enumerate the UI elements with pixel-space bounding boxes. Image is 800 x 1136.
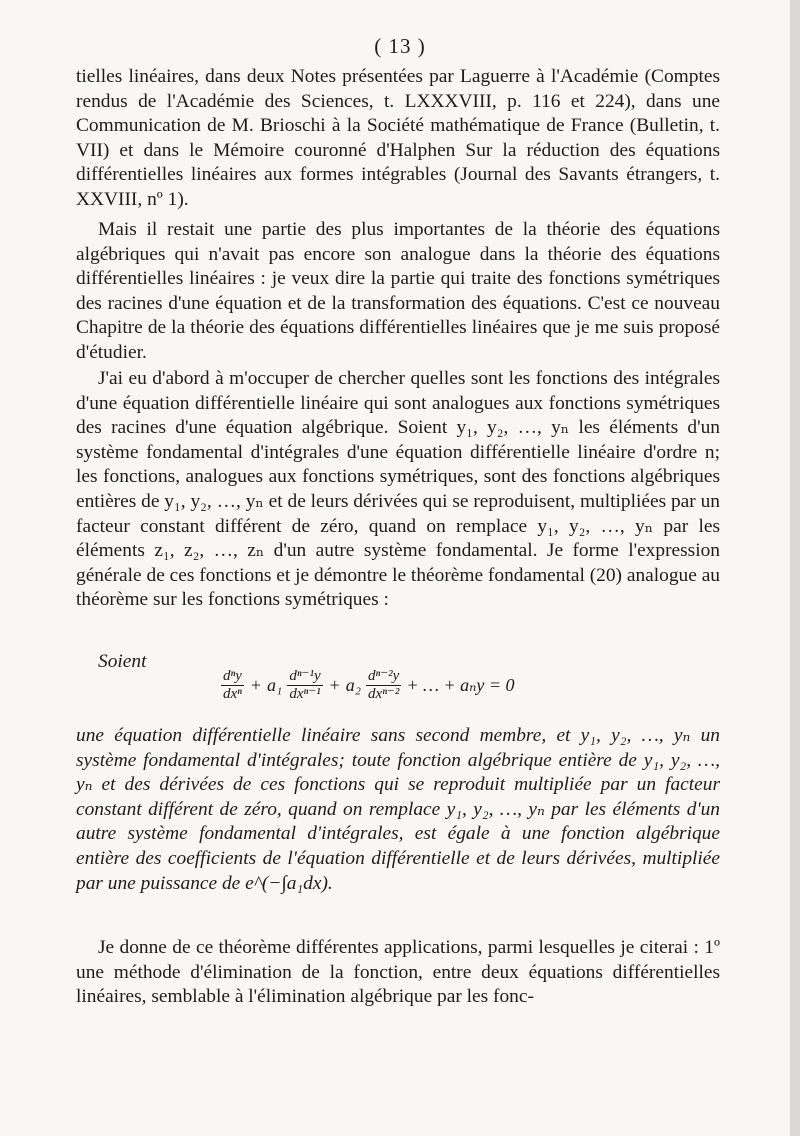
fraction-denominator: dxⁿ⁻¹ [289, 686, 321, 702]
fraction-numerator: dⁿ⁻¹y [289, 668, 321, 684]
paragraph-text: tielles linéaires, dans deux Notes présentées par Laguerre à l'Académie (Comptes rendus de l'Académie des Sciences, t. LXXXVIII, p. 116 et 224), dans une Communication de M. Brioschi à la Société mathématique de France (Bulletin, t. VII) et dans le Mémoire couronné d'Halphen Sur la réduction des équations différentielles linéaires aux formes intégrables (Journal des Savants étrangers, t. XXVIII, nº 1). [76, 66, 720, 210]
page-edge-shadow [790, 0, 800, 1136]
theorem-text: une équation différentielle linéaire sans second membre, et y₁, y₂, …, yₙ un système fondamental d'intégrales; toute fonction algébrique entière de y₁, y₂, …, yₙ et des dérivées de ces fonctions qui se reproduit multipliée par un facteur constant différent de zéro, quand on remplace y₁, y₂, …, yₙ par les éléments d'un autre système fondamental d'intégrales, est égale à une fonction algébrique entière des coefficients de l'équation différentielle et de leurs dérivées, multipliée par une puissance de e^(−∫a₁dx). [76, 725, 720, 894]
theorem-statement [76, 724, 720, 896]
fraction-denominator: dxⁿ [223, 686, 242, 702]
paragraph-jai [76, 367, 720, 613]
paragraph-je [76, 936, 720, 1010]
equation-tail: + … + aₙy = 0 [406, 675, 515, 695]
coefficient-a2: a₂ [345, 675, 362, 695]
plus-operator: + [329, 675, 340, 695]
fraction-numerator: dⁿy [223, 668, 242, 684]
fraction-term-3 [366, 668, 401, 703]
fraction-term-2 [287, 668, 322, 703]
fraction-denominator: dxⁿ⁻² [368, 686, 400, 702]
paragraph-mais [76, 218, 720, 366]
paragraph-text: Mais il restait une partie des plus importantes de la théorie des équations algébriques qui n'avait pas encore son analogue dans la théorie des équations différentielles linéaires : je veux dire la partie qui traite des fonctions symétriques des racines d'une équation et de la transformation des équations. C'est ce nouveau Chapitre de la théorie des équations différentielles linéaires que je me suis proposé d'étudier. [76, 219, 720, 363]
paragraph-continuation [76, 65, 720, 213]
plus-operator: + [250, 675, 262, 695]
paragraph-text: Je donne de ce théorème différentes applications, parmi lesquelles je citerai : 1º une méthode d'élimination de la fonction, entre deux équations différentielles linéaires, semblable à l'élimination algébrique par les fonc- [76, 937, 720, 1008]
differential-equation [218, 668, 517, 703]
theorem-intro-text: Soient [98, 651, 147, 672]
fraction-numerator: dⁿ⁻²y [368, 668, 400, 684]
fraction-term-1 [221, 668, 244, 703]
paragraph-text: J'ai eu d'abord à m'occuper de chercher quelles sont les fonctions des intégrales d'une équation différentielle linéaire qui sont analogues aux fonctions symétriques des racines d'une équation algébrique. Soient y₁, y₂, …, yₙ les éléments d'un système fondamental d'intégrales d'une équation différentielle linéaire d'ordre n; les fonctions, analogues aux fonctions symétriques, sont des fonctions algébriques entières de y₁, y₂, …, yₙ et de leurs dérivées qui se reproduisent, multipliées par un facteur constant différent de zéro, quand on remplace y₁, y₂, …, yₙ par les éléments z₁, z₂, …, zₙ d'un autre système fondamental. Je forme l'expression générale de ces fonctions et je démontre le théorème fondamental (20) analogue au théorème sur les fonctions symétriques : [76, 368, 720, 611]
page-number: ( 13 ) [374, 34, 426, 58]
coefficient-a1: a₁ [267, 675, 283, 695]
